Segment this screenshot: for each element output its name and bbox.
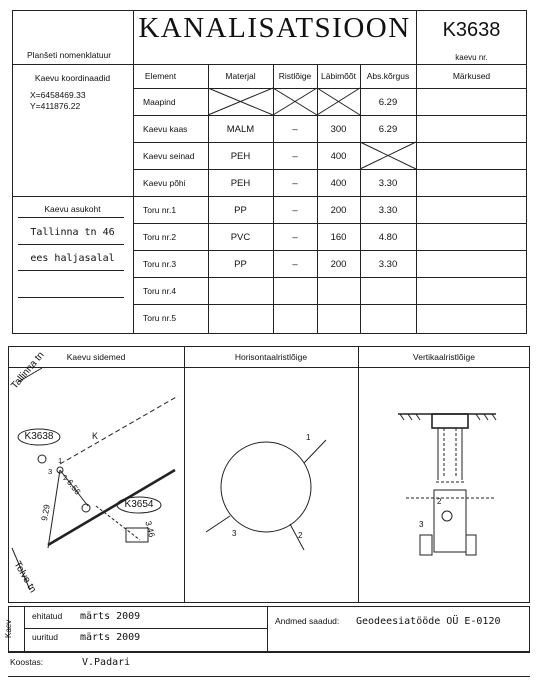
footer-side-label: Kaev	[4, 619, 13, 638]
table-cell-element: Kaevu kaas	[143, 124, 188, 134]
ties-label: Kaevu sidemed	[66, 352, 126, 362]
table-cell-element: Kaevu seinad	[143, 151, 195, 161]
line-k-label: K	[92, 431, 99, 441]
col-header-material: Materjal	[225, 71, 256, 81]
footer-bottom-line	[8, 652, 530, 653]
col-header-notes: Märkused	[452, 71, 491, 81]
table-cell-cross: –	[292, 124, 298, 135]
built-label: ehitatud	[32, 611, 63, 621]
table-cell-material: PEH	[230, 151, 251, 162]
table-cell-material: PP	[234, 259, 247, 270]
coord-x: X=6458469.33	[30, 90, 86, 100]
table-cell-element: Maapind	[143, 97, 176, 107]
table-cell-elevation: 6.29	[378, 124, 398, 135]
street-bottom-label: Tolve tn	[11, 559, 39, 595]
page-title: KANALISATSIOON	[138, 12, 411, 44]
data-source-label: Andmed saadud:	[275, 616, 340, 626]
street-top-label: Tallinna tn	[9, 349, 47, 392]
table-cell-element: Toru nr.2	[143, 232, 177, 242]
table-cell-element: Toru nr.5	[143, 313, 177, 323]
table-cell-cross: –	[292, 232, 298, 243]
tie-point-1: 1	[58, 456, 63, 465]
table-cell-material: PEH	[230, 178, 251, 189]
built-value: märts 2009	[80, 611, 141, 622]
pipe-2-label: 2	[298, 531, 303, 540]
manhole-no-label: kaevu nr.	[455, 53, 488, 62]
footer-col-divider	[267, 606, 268, 652]
pipe-2-section	[442, 511, 452, 521]
neighbor-id-tag: K3654	[124, 499, 154, 510]
manhole-id: K3638	[442, 19, 501, 41]
table-cell-elevation: 3.30	[378, 259, 398, 270]
location-line-1: Tallinna tn 46	[30, 227, 115, 238]
col-header-elevation: Abs.kõrgus	[366, 71, 410, 81]
table-cell-material: PP	[234, 205, 247, 216]
pipe-1-stub	[466, 535, 476, 555]
dim-929-label: 9.29	[39, 503, 52, 522]
table-cell-diameter: 160	[330, 232, 347, 243]
data-source-value: Geodeesiatööde OÜ E-0120	[356, 616, 501, 627]
location-line-2: ees haljasalal	[30, 253, 115, 264]
table-cell-elevation: 3.30	[378, 205, 398, 216]
coords-label: Kaevu koordinaadid	[34, 73, 111, 83]
footer-last-line	[8, 676, 530, 677]
table-cell-material: PVC	[230, 232, 251, 243]
table-cell-element: Toru nr.4	[143, 286, 177, 296]
table-cell-cross: –	[292, 178, 298, 189]
vertical-pipe-2-label: 2	[437, 497, 442, 506]
vertical-pipe-3-label: 3	[419, 520, 424, 529]
footer-row-divider	[24, 628, 267, 629]
table-cell-element: Toru nr.3	[143, 259, 177, 269]
table-cell-elevation: 4.80	[378, 232, 398, 243]
pipe-3-stub	[420, 535, 432, 555]
table-cell-cross: –	[292, 205, 298, 216]
col-header-diameter: Läbimõõt	[321, 71, 356, 81]
surveyed-value: märts 2009	[80, 632, 141, 643]
table-cell-material: MALM	[226, 124, 255, 135]
tie-point-2: 2	[63, 473, 68, 482]
horizontal-label: Horisontaalristlõige	[234, 352, 308, 362]
manhole-lid	[432, 414, 468, 428]
table-cell-cross: –	[292, 259, 298, 270]
compiled-value: V.Padari	[82, 657, 131, 668]
table-cell-diameter: 200	[330, 205, 347, 216]
surveyed-label: uuritud	[32, 632, 58, 642]
compiled-label: Koostas:	[10, 657, 44, 667]
table-cell-diameter: 300	[330, 124, 347, 135]
col-header-element: Element	[144, 71, 177, 81]
table-cell-element: Toru nr.1	[143, 205, 177, 215]
nomenclature-label: Planšeti nomenklatuur	[27, 50, 112, 60]
dim-346-label: 3.46	[143, 519, 158, 539]
tie-point-3: 3	[48, 467, 53, 476]
dim-656-label: 6.56	[64, 477, 83, 497]
location-label: Kaevu asukoht	[44, 204, 101, 214]
table-cell-element: Kaevu põhi	[143, 178, 186, 188]
coord-y: Y=411876.22	[30, 101, 81, 111]
manhole-id-tag: K3638	[24, 431, 54, 442]
table-cell-elevation: 6.29	[378, 97, 398, 108]
table-cell-elevation: 3.30	[378, 178, 398, 189]
table-cell-diameter: 200	[330, 259, 347, 270]
vertical-label: Vertikaalristlõige	[413, 352, 475, 362]
footer-side-divider	[24, 606, 25, 652]
table-cell-cross: –	[292, 151, 298, 162]
pipe-1-label: 1	[306, 433, 311, 442]
col-header-cross: Ristlõige	[278, 71, 312, 81]
table-cell-diameter: 400	[330, 151, 347, 162]
table-cell-diameter: 400	[330, 178, 347, 189]
pipe-3-label: 3	[232, 529, 237, 538]
